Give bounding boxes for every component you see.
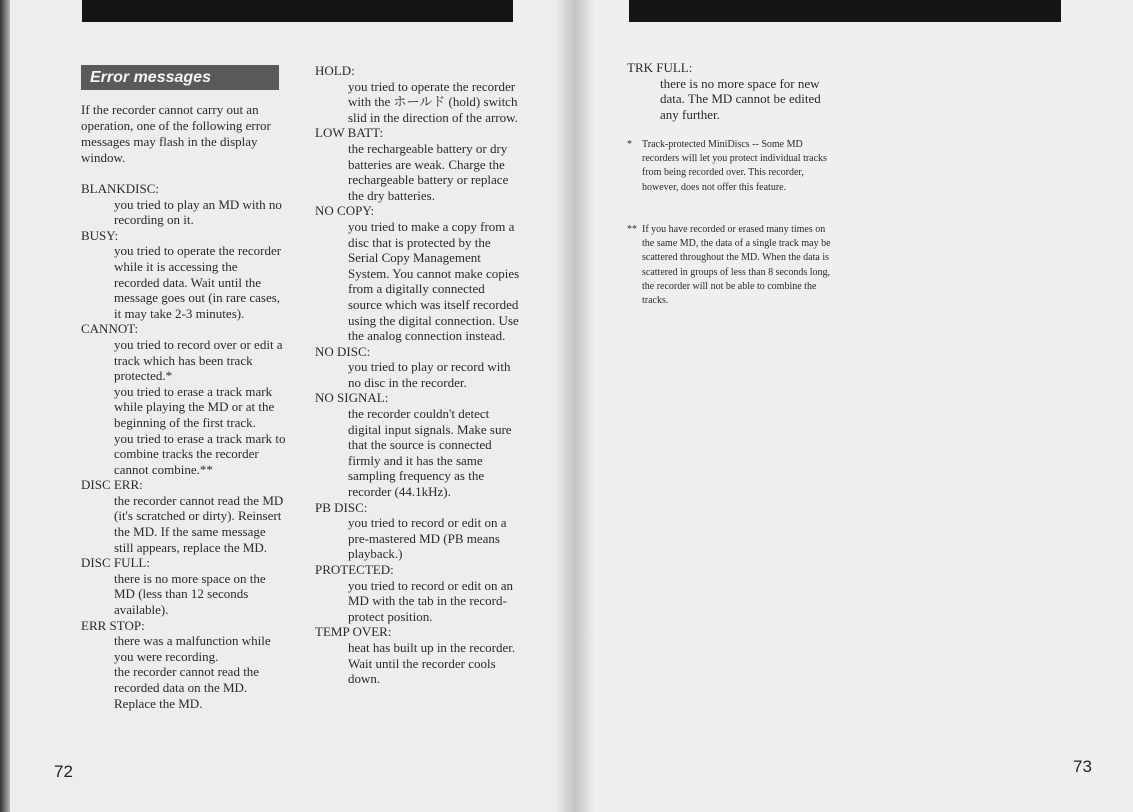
error-code: DISC FULL: [81, 555, 150, 571]
page-gutter [555, 0, 595, 812]
footnote [627, 138, 832, 195]
error-list-column-1 [81, 181, 286, 711]
error-code: NO COPY: [315, 203, 375, 219]
error-description: you tried to record or edit on a pre-mastered MD (PB means playback.) [348, 515, 507, 562]
error-description: heat has built up in the recorder. Wait until the recorder cools down. [348, 639, 516, 687]
error-description: you tried to erase a track mark to combine tracks the recorder cannot combine.** [114, 430, 286, 477]
right-page [574, 0, 1133, 812]
section-title: Error messages [81, 65, 279, 90]
error-description: the recorder cannot read the MD (it's scratched or dirty). Reinsert the MD. If the same message still appears, replace the MD. [114, 492, 284, 555]
error-description: you tried to play or record with no disc in the recorder. [348, 359, 511, 390]
error-code: ERR STOP: [81, 617, 145, 633]
error-code: PROTECTED: [315, 562, 394, 577]
error-description: the rechargeable battery or dry batteries are weak. Charge the rechargeable battery or replace the dry batteries. [348, 140, 509, 203]
error-code: PB DISC: [315, 499, 368, 515]
error-code: CANNOT: [81, 321, 139, 337]
footnote-mark: ** [627, 224, 637, 235]
error-description: you tried to make a copy from a disc that is protected by the Serial Copy Management System. You cannot make copies from a digitally connected source which was itself recorded using the digital connection. Use the analog connection instead. [348, 218, 520, 344]
error-description: you tried to operate the recorder while it is accessing the recorded data. Wait until the message goes out (in rare cases, it may take 2-3 minutes). [114, 243, 282, 321]
header-bar [82, 0, 513, 22]
header-bar [629, 0, 1061, 22]
error-description: you tried to operate the recorder with the ホールド (hold) switch slid in the direction of the arrow. [348, 78, 518, 125]
binding-edge [0, 0, 10, 812]
error-code: NO DISC: [315, 343, 371, 359]
error-code: BUSY: [81, 227, 119, 243]
error-code: HOLD: [315, 63, 355, 78]
error-code: BLANKDISC: [81, 181, 160, 196]
error-description: you tried to record or edit on an MD with the tab in the record-protect position. [348, 577, 513, 624]
error-description: you tried to erase a track mark while playing the MD or at the beginning of the first track. [114, 383, 275, 430]
footnote [627, 223, 832, 308]
footnote-mark: * [627, 139, 632, 150]
error-description: there is no more space on the MD (less than 12 seconds available). [114, 570, 266, 618]
error-code: TRK FULL: [627, 60, 693, 75]
error-code: DISC ERR: [81, 477, 143, 493]
error-code: LOW BATT: [315, 125, 384, 141]
error-code: NO SIGNAL: [315, 390, 389, 406]
error-list-column-3 [627, 60, 832, 122]
footnote-text: Track-protected MiniDiscs -- Some MD recorders will let you protect individual tracks from being recorded over. This recorder, however, does not offer this feature. [642, 139, 827, 193]
error-description: you tried to record over or edit a track which has been track protected.* [114, 336, 283, 384]
page-number: 72 [54, 762, 73, 781]
error-description: there is no more space for new data. The MD cannot be edited any further. [660, 75, 821, 122]
error-description: you tried to play an MD with no recording on it. [114, 196, 282, 228]
error-description: the recorder cannot read the recorded data on the MD. Replace the MD. [114, 664, 260, 711]
page-number: 73 [1073, 757, 1092, 776]
error-list-column-2 [315, 63, 520, 687]
error-description: there was a malfunction while you were recording. [114, 633, 271, 664]
error-code: TEMP OVER: [315, 624, 392, 640]
intro-paragraph: If the recorder cannot carry out an operation, one of the following error messages may flash in the display window. [81, 102, 271, 165]
error-description: the recorder couldn't detect digital input signals. Make sure that the source is connected firmly and it has the same sampling frequency as the recorder (44.1kHz). [348, 406, 512, 500]
footnote-text: If you have recorded or erased many times on the same MD, the data of a single track may be scattered throughout the MD. When the data is scattered in groups of less than 8 seconds long, the recorder will not be able to combine the tracks. [642, 224, 831, 307]
